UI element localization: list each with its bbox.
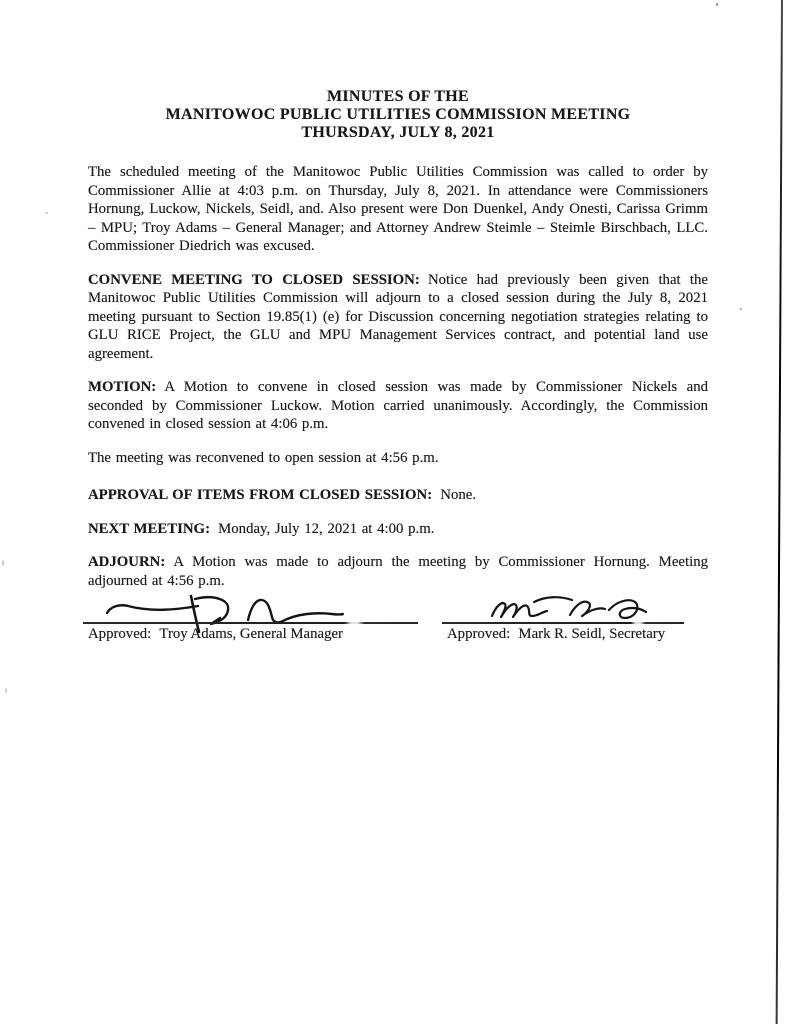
reconvene-note: The meeting was reconvened to open session at 4:56 p.m. (88, 449, 439, 466)
signature-line-left (83, 622, 418, 624)
approved-label-left: Approved: (88, 626, 152, 642)
next-meeting-body: Monday, July 12, 2021 at 4:00 p.m. (218, 520, 435, 537)
approved-label-right: Approved: (447, 626, 511, 642)
approval-body: None. (440, 487, 477, 503)
signature-caption-right (447, 626, 665, 643)
title-line-2: MANITOWOC PUBLIC UTILITIES COMMISSION MEETING (165, 106, 631, 123)
motion-heading: MOTION: (88, 379, 157, 395)
scan-speck (45, 212, 48, 214)
next-meeting-section (88, 520, 708, 539)
adjourn-section (88, 553, 708, 590)
signature-block-right (442, 596, 684, 658)
scan-speck (5, 688, 7, 693)
adjourn-body: A Motion was made to adjourn the meeting by Commissioner Hornung. Meeting adjourned at 4:56 p.m. (88, 554, 708, 589)
scan-speck (740, 308, 742, 310)
convene-section (88, 271, 708, 364)
document-title (88, 88, 708, 142)
approval-heading: APPROVAL OF ITEMS FROM CLOSED SESSION: (88, 487, 433, 503)
scan-speck (2, 560, 4, 566)
adjourn-heading: ADJOURN: (88, 554, 166, 570)
document-content (88, 88, 708, 658)
signature-row (88, 596, 708, 658)
approval-section (88, 486, 708, 505)
convene-body: Notice had previously been given that the Manitowoc Public Utilities Commission will adjourn to a closed session during the July 8, 2021 meeting pursuant to Section 19.85(1) (e) for Discussion concerning negotiation strategies relating to GLU RICE Project, the GLU and MPU Management Services contract, and potential land use agreement. (88, 271, 709, 362)
signature-line-right (442, 622, 684, 624)
title-line-3: THURSDAY, JULY 8, 2021 (301, 124, 495, 141)
motion-body: A Motion to convene in closed session was made by Commissioner Nickels and seconded by Commissioner Luckow. Motion carried unanimously. Accordingly, the Commission convened in closed session at 4:06 p.m. (88, 379, 708, 432)
intro-paragraph: The scheduled meeting of the Manitowoc Public Utilities Commission was called to order by Commissioner Allie at 4:03 p.m. on Thursday, July 8, 2021. In attendance were Commissioners Hornung, Luckow, Nickels, Seidl, and. Also present were Don Duenkel, Andy Onesti, Carissa Grimm – MPU; Troy Adams – General Manager; and Attorney Andrew Steimle – Steimle Birschbach, LLC. Commissioner Diedrich was excused. (88, 164, 708, 254)
convene-heading: CONVENE MEETING TO CLOSED SESSION: (88, 271, 420, 288)
scan-artifact-line (776, 0, 783, 1024)
approved-name-left: Troy Adams, General Manager (159, 626, 343, 642)
motion-section (88, 378, 708, 434)
scan-speck (716, 3, 718, 6)
approved-name-right: Mark R. Seidl, Secretary (518, 626, 666, 642)
title-line-1: MINUTES OF THE (326, 88, 469, 105)
signature-block-left (83, 596, 418, 658)
signature-caption-left (88, 626, 343, 643)
next-meeting-heading: NEXT MEETING: (88, 520, 210, 537)
